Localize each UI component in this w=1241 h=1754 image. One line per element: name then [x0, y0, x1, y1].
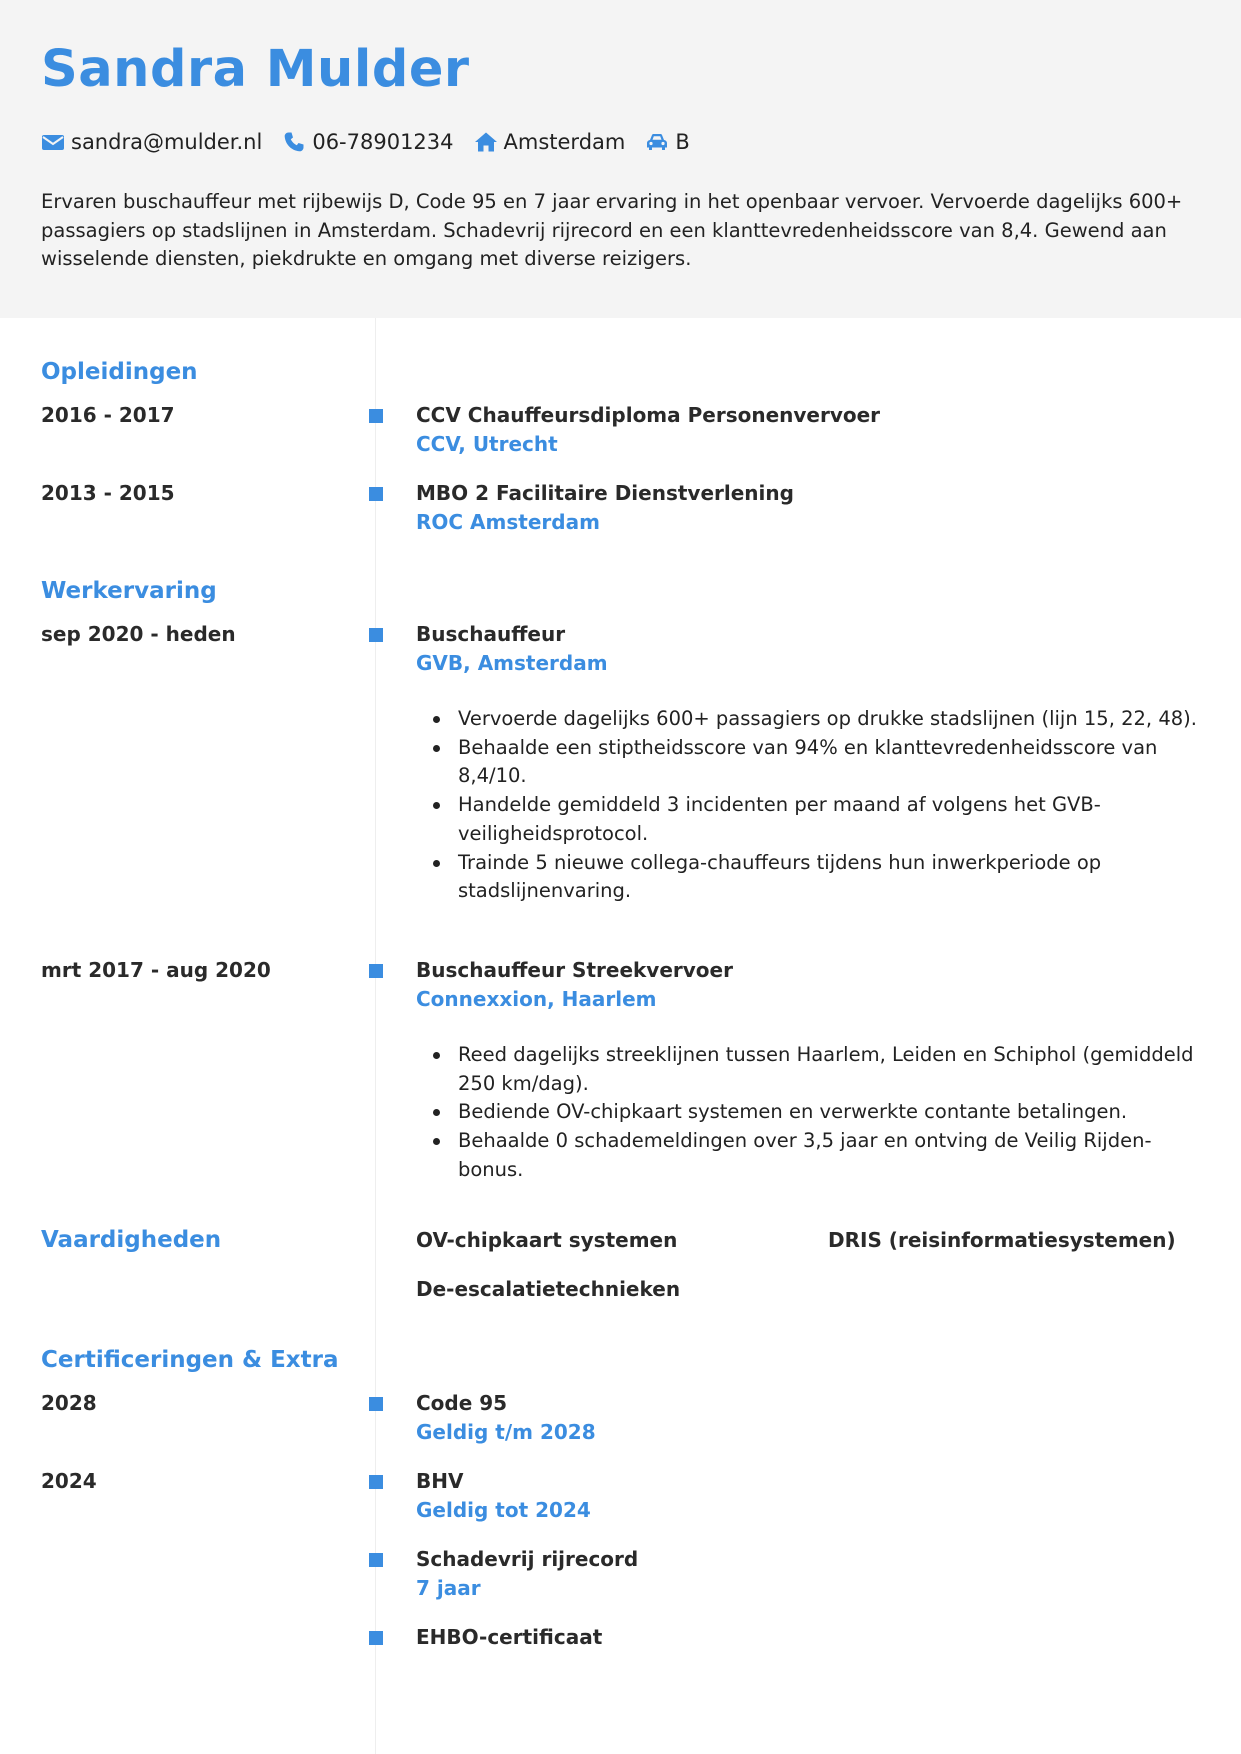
phone-text: 06-78901234 — [312, 130, 454, 154]
section-title-education: Opleidingen — [41, 359, 198, 385]
experience-bullets — [416, 705, 1206, 906]
cert-validity: 7 jaar — [416, 1576, 481, 1600]
list-item: Bediende OV-chipkaart systemen en verwerkte contante betalingen. — [458, 1098, 1206, 1127]
skill-item: OV-chipkaart systemen — [416, 1228, 678, 1252]
cert-validity: Geldig tot 2024 — [416, 1498, 591, 1522]
timeline-marker — [369, 409, 383, 423]
education-title: MBO 2 Facilitaire Dienstverlening — [416, 481, 794, 505]
contact-city — [474, 130, 626, 154]
header — [0, 0, 1241, 318]
timeline-marker — [369, 1475, 383, 1489]
cert-date: 2024 — [41, 1469, 97, 1493]
contact-email[interactable] — [41, 130, 262, 154]
experience-date: mrt 2017 - aug 2020 — [41, 958, 271, 982]
phone-icon — [282, 130, 306, 154]
skill-item: De-escalatietechnieken — [416, 1277, 681, 1301]
contact-phone[interactable] — [282, 130, 453, 154]
timeline-marker — [369, 1631, 383, 1645]
skill-item: DRIS (reisinformatiesystemen) — [828, 1228, 1176, 1252]
cert-date: 2028 — [41, 1391, 97, 1415]
timeline-marker — [369, 1553, 383, 1567]
experience-employer: GVB, Amsterdam — [416, 651, 608, 675]
envelope-icon — [41, 130, 65, 154]
timeline-marker — [369, 487, 383, 501]
timeline-divider — [375, 318, 376, 1754]
education-date: 2016 - 2017 — [41, 403, 175, 427]
section-title-skills: Vaardigheden — [41, 1227, 222, 1253]
list-item: Behaalde 0 schademeldingen over 3,5 jaar en ontving de Veilig Rijden-bonus. — [458, 1127, 1206, 1184]
cert-title: EHBO-certificaat — [416, 1625, 603, 1649]
car-icon — [645, 130, 669, 154]
experience-date: sep 2020 - heden — [41, 622, 236, 646]
timeline-marker — [369, 1397, 383, 1411]
contact-license — [645, 130, 689, 154]
profile-summary: Ervaren buschauffeur met rijbewijs D, Code 95 en 7 jaar ervaring in het openbaar vervoer. Vervoerde dagelijks 600+ passagiers op stadslijnen in Amsterdam. Schadevrij rijrecord en een klanttevredenheidsscore van 8,4. Gewend aan wisselende diensten, piekdrukte en omgang met diverse reizigers. — [41, 190, 1183, 270]
home-icon — [474, 130, 498, 154]
timeline-marker — [369, 964, 383, 978]
section-title-experience: Werkervaring — [41, 578, 217, 604]
experience-title: Buschauffeur Streekvervoer — [416, 958, 733, 982]
email-text: sandra@mulder.nl — [71, 130, 263, 154]
candidate-name: Sandra Mulder — [41, 40, 470, 99]
education-institution: CCV, Utrecht — [416, 432, 558, 456]
education-title: CCV Chauffeursdiploma Personenvervoer — [416, 403, 881, 427]
cert-validity: Geldig t/m 2028 — [416, 1420, 596, 1444]
contact-bar — [41, 128, 710, 156]
experience-employer: Connexxion, Haarlem — [416, 987, 657, 1011]
timeline-marker — [369, 628, 383, 642]
experience-bullets — [416, 1041, 1206, 1185]
list-item: Vervoerde dagelijks 600+ passagiers op drukke stadslijnen (lijn 15, 22, 48). — [458, 705, 1206, 734]
experience-title: Buschauffeur — [416, 622, 566, 646]
list-item: Handelde gemiddeld 3 incidenten per maand af volgens het GVB-veiligheidsprotocol. — [458, 791, 1206, 848]
license-text: B — [675, 130, 690, 154]
cert-title: Schadevrij rijrecord — [416, 1547, 639, 1571]
education-institution: ROC Amsterdam — [416, 510, 600, 534]
list-item: Reed dagelijks streeklijnen tussen Haarlem, Leiden en Schiphol (gemiddeld 250 km/dag). — [458, 1041, 1206, 1098]
list-item: Trainde 5 nieuwe collega-chauffeurs tijdens hun inwerkperiode op stadslijnenvaring. — [458, 849, 1206, 906]
city-text: Amsterdam — [503, 130, 626, 154]
section-title-certifications: Certificeringen & Extra — [41, 1347, 339, 1373]
cert-title: Code 95 — [416, 1391, 508, 1415]
cert-title: BHV — [416, 1469, 464, 1493]
list-item: Behaalde een stiptheidsscore van 94% en klanttevredenheidsscore van 8,4/10. — [458, 734, 1206, 791]
education-date: 2013 - 2015 — [41, 481, 175, 505]
